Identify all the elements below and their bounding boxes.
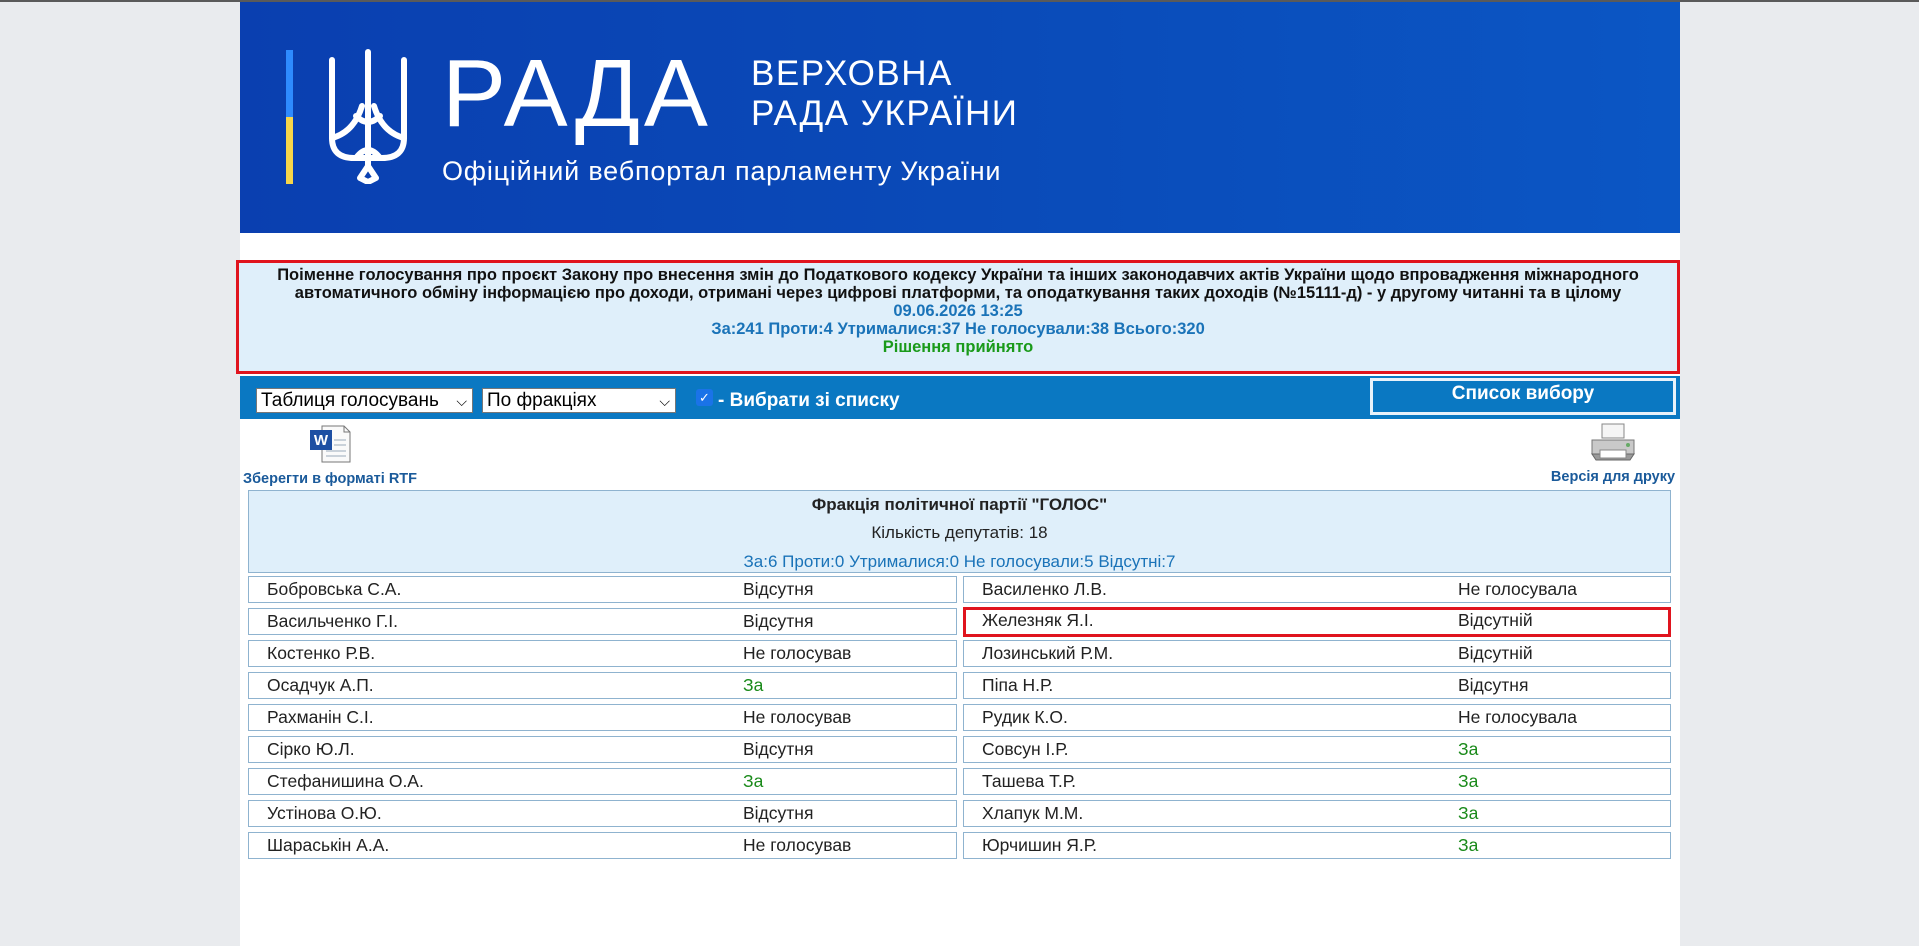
page — [240, 2, 1680, 946]
deputy-name: Устінова О.Ю. — [267, 803, 382, 823]
deputy-vote: За — [1458, 835, 1479, 855]
deputy-vote: Не голосувала — [1458, 707, 1577, 727]
deputy-row — [248, 768, 957, 795]
deputy-row — [248, 832, 957, 859]
deputy-row — [248, 704, 957, 731]
logo-line-2: РАДА УКРАЇНИ — [751, 94, 1019, 133]
deputy-name: Шараськін А.А. — [267, 835, 390, 855]
deputy-vote: Відсутній — [1458, 643, 1533, 663]
print-version-link[interactable] — [1546, 422, 1680, 485]
deputy-name: Васильченко Г.І. — [267, 611, 398, 631]
print-version-label: Версія для друку — [1550, 469, 1676, 485]
word-document-icon — [308, 424, 352, 464]
deputy-name: Костенко Р.В. — [267, 643, 376, 663]
deputy-name: Хлапук М.М. — [982, 803, 1084, 823]
vote-datetime: 09.06.2026 13:25 — [893, 302, 1023, 320]
flag-bar — [286, 50, 293, 184]
deputy-row — [963, 736, 1671, 763]
deputy-vote: За — [743, 675, 764, 695]
deputy-vote: За — [1458, 771, 1479, 791]
vote-stats: За:241 Проти:4 Утрималися:37 Не голосували:38 Всього:320 — [711, 320, 1205, 338]
deputy-row — [248, 640, 957, 667]
deputy-vote: Відсутня — [743, 611, 814, 631]
deputy-vote: Не голосував — [743, 643, 852, 663]
site-tagline: Офіційний вебпортал парламенту України — [442, 156, 1002, 186]
faction-count: Кількість депутатів: 18 — [871, 523, 1048, 542]
faction-stats: За:6 Проти:0 Утрималися:0 Не голосували:5 Відсутні:7 — [743, 552, 1176, 571]
save-rtf-label: Зберегти в форматі RTF — [242, 471, 417, 487]
deputy-name: Рахманін С.І. — [267, 707, 374, 727]
printer-icon — [1588, 422, 1638, 464]
deputy-row — [963, 576, 1671, 603]
deputy-row — [248, 608, 957, 635]
deputy-row — [248, 736, 957, 763]
toolbar — [240, 376, 1680, 419]
deputy-vote: Відсутній — [1458, 610, 1533, 630]
deputy-row — [963, 800, 1671, 827]
deputy-name: Стефанишина О.А. — [267, 771, 424, 791]
view-select[interactable] — [256, 388, 473, 413]
logo-line-1: ВЕРХОВНА — [751, 54, 953, 93]
selection-list-button[interactable]: Список вибору — [1370, 378, 1676, 415]
deputy-name: Василенко Л.В. — [982, 579, 1107, 599]
select-from-list-label: - Вибрати зі списку — [718, 390, 900, 411]
deputy-row — [248, 672, 957, 699]
deputy-vote: Відсутня — [743, 739, 814, 759]
deputy-name: Осадчук А.П. — [267, 675, 374, 695]
deputy-vote: За — [743, 771, 764, 791]
deputy-vote: Не голосував — [743, 707, 852, 727]
deputy-vote: Відсутня — [743, 579, 814, 599]
deputy-name: Совсун І.Р. — [982, 739, 1069, 759]
deputy-row — [963, 832, 1671, 859]
chevron-down-icon: ⌵ — [659, 393, 670, 409]
vote-title: Поіменне голосування про проєкт Закону про внесення змін до Податкового кодексу України та інших законодавчих актів України щодо впровадження міжнародного автоматичного обміну інформацією про доходи, отримані через цифрові платформи, та оподаткування таких доходів (№15111-д) - у другому читанні та в цілому — [277, 266, 1639, 302]
group-select[interactable] — [482, 388, 676, 413]
svg-text:W: W — [313, 432, 329, 449]
group-select-value: По фракціях — [487, 390, 597, 411]
deputy-name: Юрчишин Я.Р. — [982, 835, 1097, 855]
site-logo-title[interactable]: РАДА — [442, 40, 712, 147]
deputy-vote: Не голосував — [743, 835, 852, 855]
faction-header — [248, 490, 1671, 573]
vote-info-box — [236, 260, 1680, 374]
deputy-name: Рудик К.О. — [982, 707, 1068, 727]
deputy-row — [248, 800, 957, 827]
deputy-name: Сірко Ю.Л. — [267, 739, 355, 759]
deputy-name: Піпа Н.Р. — [982, 675, 1054, 695]
site-logo-subtitle — [751, 54, 1018, 134]
faction-name: Фракція політичної партії "ГОЛОС" — [811, 495, 1108, 514]
deputy-vote: За — [1458, 803, 1479, 823]
vote-decision: Рішення прийнято — [882, 338, 1034, 356]
deputy-row-highlighted — [963, 607, 1671, 637]
deputy-name: Лозинський Р.М. — [982, 643, 1114, 663]
deputy-row — [963, 704, 1671, 731]
select-from-list-checkbox[interactable]: ✓ — [696, 389, 713, 406]
deputy-name: Ташева Т.Р. — [982, 771, 1076, 791]
deputy-vote: За — [1458, 739, 1479, 759]
deputy-vote: Відсутня — [1458, 675, 1529, 695]
deputy-row — [963, 768, 1671, 795]
deputy-row — [963, 672, 1671, 699]
deputy-row — [963, 640, 1671, 667]
deputy-name: Бобровська С.А. — [267, 579, 402, 599]
save-rtf-link[interactable] — [240, 424, 420, 487]
view-select-value: Таблиця голосувань — [261, 390, 439, 411]
deputy-vote: Не голосувала — [1458, 579, 1577, 599]
chevron-down-icon: ⌵ — [456, 393, 467, 409]
deputy-row — [248, 576, 957, 603]
site-header — [240, 2, 1680, 233]
trident-icon[interactable] — [326, 46, 410, 184]
deputy-vote: Відсутня — [743, 803, 814, 823]
deputy-name: Железняк Я.І. — [982, 610, 1094, 630]
